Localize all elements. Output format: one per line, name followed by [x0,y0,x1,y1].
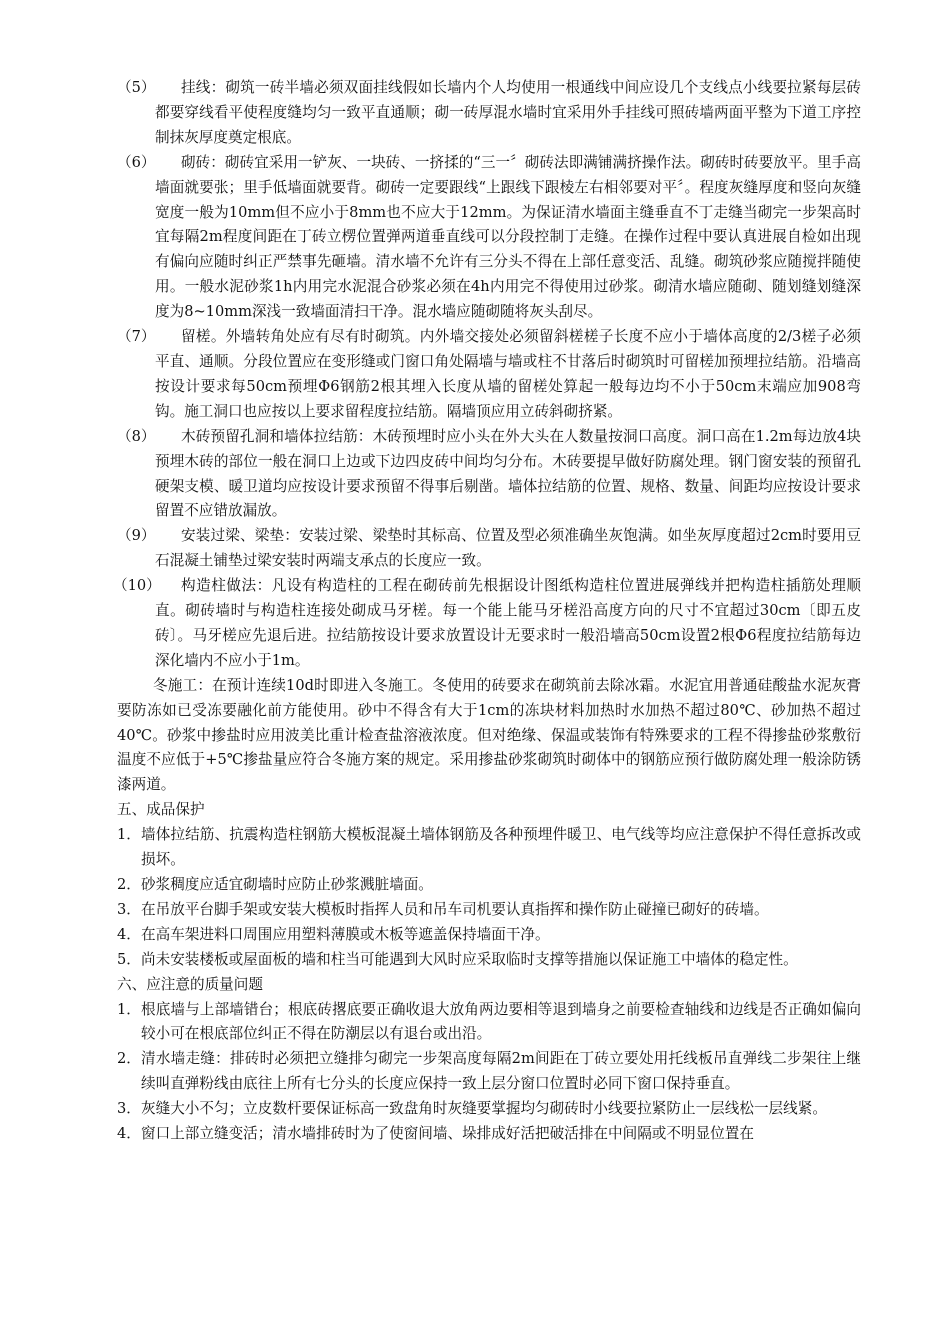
list-number: 2． [117,1050,141,1068]
paragraph-number: （9） [117,527,156,545]
list-text: 根底墙与上部墙错台；根底砖撂底要正确收退大放角两边要相等退到墙身之前要检查轴线和边线是否正确如偏向较小可在根底部位纠正不得在防潮层以有退台或出沿。 [141,1000,861,1043]
numbered-paragraph [117,524,861,574]
list-number: 1． [117,1000,141,1018]
paragraph-text: 安装过梁、梁垫：安装过梁、梁垫时其标高、位置及型必须准确坐灰饱满。如坐灰厚度超过2cm时要用豆石混凝土铺垫过梁安装时两端支承点的长度应一致。 [155,527,861,570]
numbered-paragraph [113,574,861,674]
numbered-paragraph [117,76,861,151]
paragraph-number: （8） [117,427,156,445]
list-number: 2． [117,876,141,893]
list-number: 4． [117,1125,141,1143]
section-heading: 五、成品保护 [117,801,205,819]
paragraph-text: 留槎。外墙转角处应有尽有时砌筑。内外墙交接处必须留斜槎槎子长度不应小于墙体高度的2/3槎子必须平直、通顺。分段位置应在变形缝或门窗口角处隔墙与墙或柱不甘落后时砌筑时可留槎加预埋拉结筋。沿墙高按设计要求每50cm预埋Ф6钢筋2根其埋入长度从墙的留槎处算起一般每边均不小于50cm末端应加908弯钩。施工洞口也应按以上要求留程度拉结筋。隔墙顶应用立砖斜砌挤紧。 [155,328,861,420]
list-item [117,923,861,948]
list-number: 3． [117,1100,141,1118]
list-number: 1． [117,826,141,844]
list-item [117,898,861,923]
numbered-paragraph [117,325,861,425]
list-text: 在高车架进料口周围应用塑料薄膜或木板等遮盖保持墙面干净。 [141,925,550,943]
paragraph-number: （10） [113,577,161,595]
winter-construction-paragraph: 冬施工：在预计连续10d时即进入冬施工。冬使用的砖要求在砌筑前去除冰霜。水泥宜用普通硅酸盐水泥灰膏要防冻如已受冻要融化前方能使用。砂中不得含有大于1cm的冻块材料加热时水加热不超过80℃、砂加热不超过40℃。砂浆中掺盐时应用波美比重计检查盐溶液浓度。但对绝缘、保温或装饰有特殊要求的工程不得掺盐砂浆敷衍温度不应低于+5℃掺盐量应符合冬施方案的规定。采用掺盐砂浆砌筑时砌体中的钢筋应预行做防腐处理一般涂防锈漆两道。 [117,676,861,794]
list-text: 清水墙走缝：排砖时必须把立缝排匀砌完一步架高度每隔2m间距在丁砖立要处用托线板吊直弹线二步架往上继续叫直弹粉线由底往上所有七分头的长度应保持一致上层分窗口位置时必同下窗口保持垂直。 [141,1050,861,1093]
list-text: 在吊放平台脚手架或安装大模板时指挥人员和吊车司机要认真指挥和操作防止碰撞已砌好的砖墙。 [141,900,769,918]
list-item [117,1122,861,1147]
list-item [117,873,861,898]
list-text: 灰缝大小不匀；立皮数杆要保证标高一致盘角时灰缝要掌握均匀砌砖时小线要拉紧防止一层线松一层线紧。 [141,1100,827,1118]
list-item [117,948,861,973]
paragraph-text: 木砖预留孔洞和墙体拉结筋：木砖预埋时应小头在外大头在人数量按洞口高度。洞口高在1.2m每边放4块预埋木砖的部位一般在洞口上边或下边四皮砖中间均匀分布。木砖要提早做好防腐处理。钢门窗安装的预留孔硬架支模、暖卫道均应按设计要求预留不得事后剔凿。墙体拉结筋的位置、规格、数量、间距均应按设计要求留置不应错放漏放。 [155,427,861,520]
list-text: 尚未安装楼板或屋面板的墙和柱当可能遇到大风时应采取临时支撑等措施以保证施工中墙体的稳定性。 [141,950,798,968]
list-item [117,1097,861,1122]
paragraph-number: （5） [117,79,156,96]
list-item [117,1047,861,1097]
paragraph-number: （6） [117,153,156,171]
paragraph-text: 构造柱做法：凡设有构造柱的工程在砌砖前先根据设计图纸构造柱位置进展弹线并把构造柱插筋处理顺直。砌砖墙时与构造柱连接处砌成马牙槎。每一个能上能马牙槎沿高度方向的尺寸不宜超过30cm〔即五皮砖〕。马牙槎应先退后进。拉结筋按设计要求放置设计无要求时一般沿墙高50cm设置2根Ф6程度拉结筋每边深化墙内不应小于1m。 [155,577,861,669]
section-heading: 六、应注意的质量问题 [117,975,263,993]
list-text: 墙体拉结筋、抗震构造柱钢筋大模板混凝土墙体钢筋及各种预埋件暖卫、电气线等均应注意保护不得任意拆改或损坏。 [141,826,861,869]
numbered-paragraph [117,151,861,325]
list-item [117,823,861,873]
list-number: 3． [117,900,141,918]
paragraph-text: 挂线：砌筑一砖半墙必须双面挂线假如长墙内个人均使用一根通线中间应设几个支线点小线要拉紧每层砖都要穿线看平使程度缝均匀一致平直通顺；砌一砖厚混水墙时宜采用外手挂线可照砖墙两面平整为下道工序控制抹灰厚度奠定根底。 [155,79,861,146]
list-text: 窗口上部立缝变活；清水墙排砖时为了使窗间墙、垛排成好活把破活排在中间隔或不明显位置在 [141,1125,754,1143]
list-item [117,998,861,1048]
paragraph-number: （7） [117,328,156,346]
list-number: 4． [117,925,141,943]
list-text: 砂浆稠度应适宜砌墙时应防止砂浆溅脏墙面。 [141,876,433,893]
document-body [113,76,861,1147]
numbered-paragraph [117,425,861,525]
list-number: 5． [117,950,141,968]
paragraph-text: 砌砖：砌砖宜采用一铲灰、一块砖、一挤揉的“三一〞砌砖法即满铺满挤操作法。砌砖时砖要放平。里手高墙面就要张；里手低墙面就要背。砌砖一定要跟线“上跟线下跟棱左右相邻要对平〞。程度灰缝厚度和竖向灰缝宽度一般为10mm但不应小于8mm也不应大于12mm。为保证清水墙面主缝垂直不丁走缝当砌完一步架高时宜每隔2m程度间距在丁砖立楞位置弹两道垂直线可以分段控制丁走缝。在操作过程中要认真进展自检如出现有偏向应随时纠正严禁事先砸墙。清水墙不允许有三分头不得在上部任意变活、乱缝。砌筑砂浆应随搅拌随使用。一般水泥砂浆1h内用完水泥混合砂浆必须在4h内用完不得使用过砂浆。砌清水墙应随砌、随划缝划缝深度为8~10mm深浅一致墙面清扫干净。混水墙应随砌随将灰头刮尽。 [155,153,861,321]
